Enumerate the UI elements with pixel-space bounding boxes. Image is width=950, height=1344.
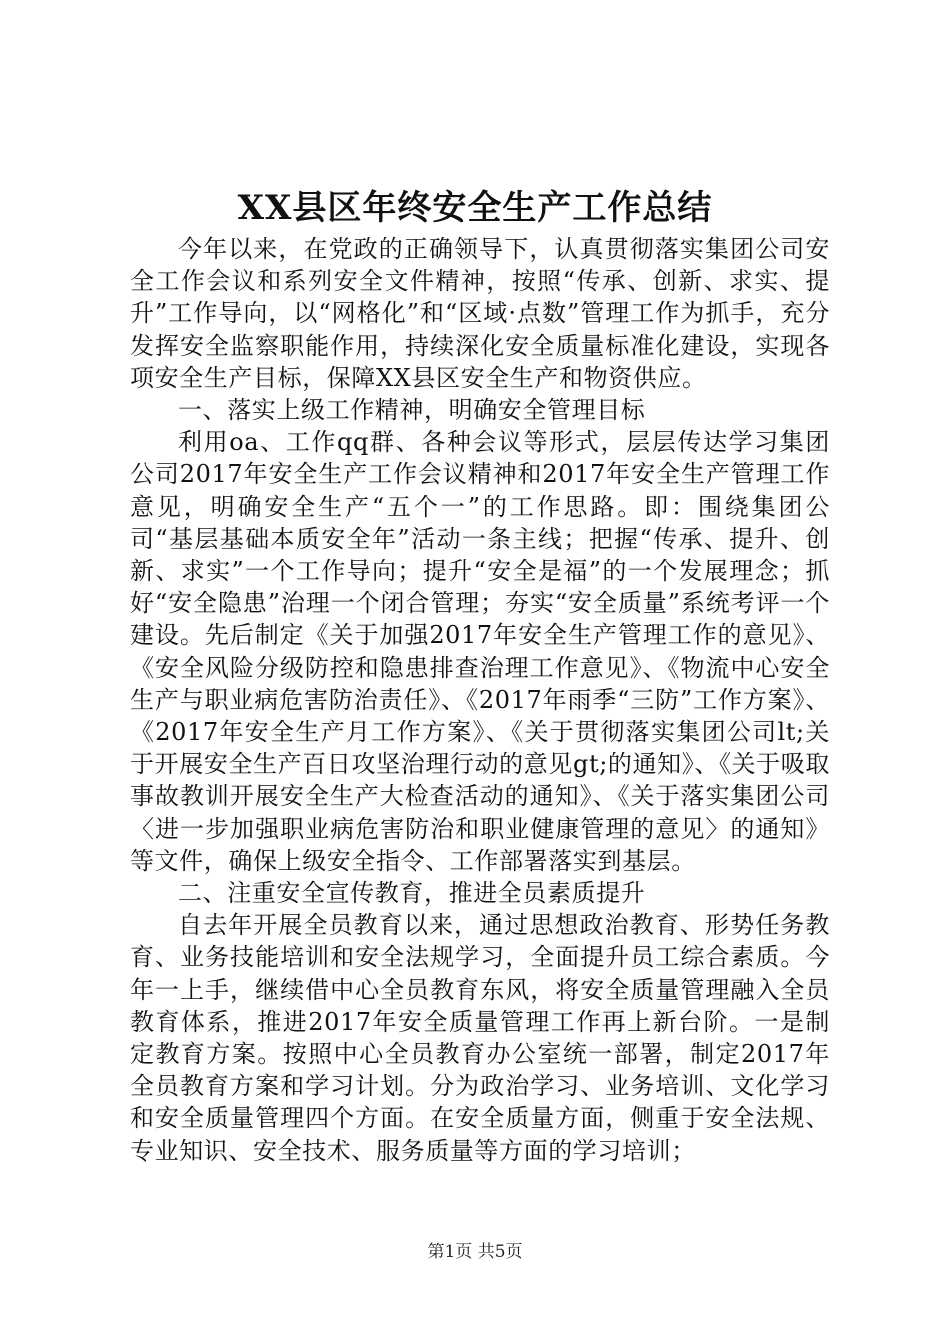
intro-paragraph: 今年以来，在党政的正确领导下，认真贯彻落实集团公司安全工作会议和系列安全文件精神，按照“传承、创新、求实、提升”工作导向，以“网格化”和“区域·点数”管理工作为抓手，充分发挥安全监察职能作用，持续深化安全质量标准化建设，实现各项安全生产目标，保障XX县区安全生产和物资供应。 <box>130 235 830 392</box>
document-body <box>130 233 830 1167</box>
section-heading-1: 一、落实上级工作精神，明确安全管理目标 <box>178 396 646 425</box>
section-2-paragraph: 自去年开展全员教育以来，通过思想政治教育、形势任务教育、业务技能培训和安全法规学习，全面提升员工综合素质。今年一上手，继续借中心全员教育东风，将安全质量管理融入全员教育体系，推进2017年安全质量管理工作再上新台阶。一是制定教育方案。按照中心全员教育办公室统一部署，制定2017年全员教育方案和学习计划。分为政治学习、业务培训、文化学习和安全质量管理四个方面。在安全质量方面，侧重于安全法规、专业知识、安全技术、服务质量等方面的学习培训； <box>130 911 830 1165</box>
document-title: XX县区年终安全生产工作总结 <box>237 188 713 228</box>
section-1-paragraph: 利用oa、工作qq群、各种会议等形式，层层传达学习集团公司2017年安全生产工作会议精神和2017年安全生产管理工作意见，明确安全生产“五个一”的工作思路。即：围绕集团公司“基层基础本质安全年”活动一条主线；把握“传承、提升、创新、求实”一个工作导向；提升“安全是福”的一个发展理念；抓好“安全隐患”治理一个闭合管理；夯实“安全质量”系统考评一个建设。先后制定《关于加强2017年安全生产管理工作的意见》、《安全风险分级防控和隐患排查治理工作意见》、《物流中心安全生产与职业病危害防治责任》、《2017年雨季“三防”工作方案》、《2017年安全生产月工作方案》、《关于贯彻落实集团公司lt;关于开展安全生产百日攻坚治理行动的意见gt;的通知》、《关于吸取事故教训开展安全生产大检查活动的通知》、《关于落实集团公司〈进一步加强职业病危害防治和职业健康管理的意见〉的通知》等文件，确保上级安全指令、工作部署落实到基层。 <box>130 428 830 875</box>
section-heading-2: 二、注重安全宣传教育，推进全员素质提升 <box>178 879 646 908</box>
page-number-footer: 第1页 共5页 <box>427 1242 523 1262</box>
